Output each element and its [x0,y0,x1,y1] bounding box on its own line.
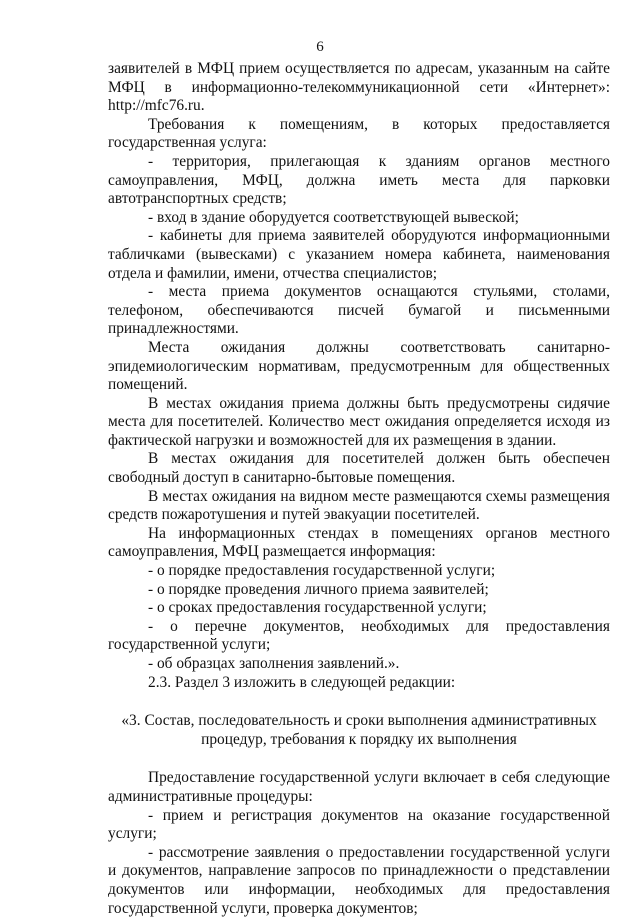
list-item: - кабинеты для приема заявителей оборудуются информационными табличками (вывесками) с указанием номера кабинета, наименования отдела и фамилии, имени, отчества специалистов; [108,227,610,282]
section-heading-line: «3. Состав, последовательность и сроки выполнения административных [121,712,597,730]
section-heading-line: процедур, требования к порядку их выполнения [201,730,517,748]
paragraph: В местах ожидания для посетителей должен быть обеспечен свободный доступ в санитарно-бытовые помещения. [108,450,610,487]
paragraph: В местах ожидания приема должны быть предусмотрены сидячие места для посетителей. Количество мест ожидания определяется исходя из фактической нагрузки и возможностей для их размещения в здании. [108,394,610,449]
list-item: - о сроках предоставления государственной услуги; [148,599,487,617]
paragraph: Требования к помещениям, в которых предоставляется государственная услуга: [108,115,610,152]
paragraph: заявителей в МФЦ прием осуществляется по адресам, указанным на сайте МФЦ в информационно-телекоммуникационной сети «Интернет»: http://mfc76.ru. [108,60,610,115]
list-item: - о перечне документов, необходимых для предоставления государственной услуги; [108,617,610,654]
list-item: - о порядке проведения личного приема заявителей; [148,580,489,598]
paragraph: 2.3. Раздел 3 изложить в следующей редакции: [148,673,456,691]
list-item: - места приема документов оснащаются стульями, столами, телефоном, обеспечиваются писчей бумагой и письменными принадлежностями. [108,283,610,338]
page-number: 6 [316,39,324,55]
document-body [108,60,610,918]
paragraph: Предоставление государственной услуги включает в себя следующие административные процедуры: [108,769,610,805]
paragraph: На информационных стендах в помещениях органов местного самоуправления, МФЦ размещается информация: [108,524,610,561]
paragraph: В местах ожидания на видном месте размещаются схемы размещения средств пожаротушения и путей эвакуации посетителей. [108,487,610,524]
section-heading [108,712,610,749]
list-item: - прием и регистрация документов на оказание государственной услуги; [108,806,610,843]
list-item: - рассмотрение заявления о предоставлении государственной услуги и документов, направление запросов по принадлежности о представлении документов или информации, необходимых для предоставления государственной услуги, проверка документов; [108,843,610,917]
list-item: - территория, прилегающая к зданиям органов местного самоуправления, МФЦ, должна иметь места для парковки автотранспортных средств; [108,152,610,208]
list-item: - об образцах заполнения заявлений.». [148,655,400,672]
list-item: - о порядке предоставления государственной услуги; [148,562,496,580]
paragraph: Места ожидания должны соответствовать санитарно-эпидемиологическим нормативам, предусмотренным для общественных помещений. [108,338,610,394]
list-item: - вход в здание оборудуется соответствующей вывеской; [148,208,519,226]
